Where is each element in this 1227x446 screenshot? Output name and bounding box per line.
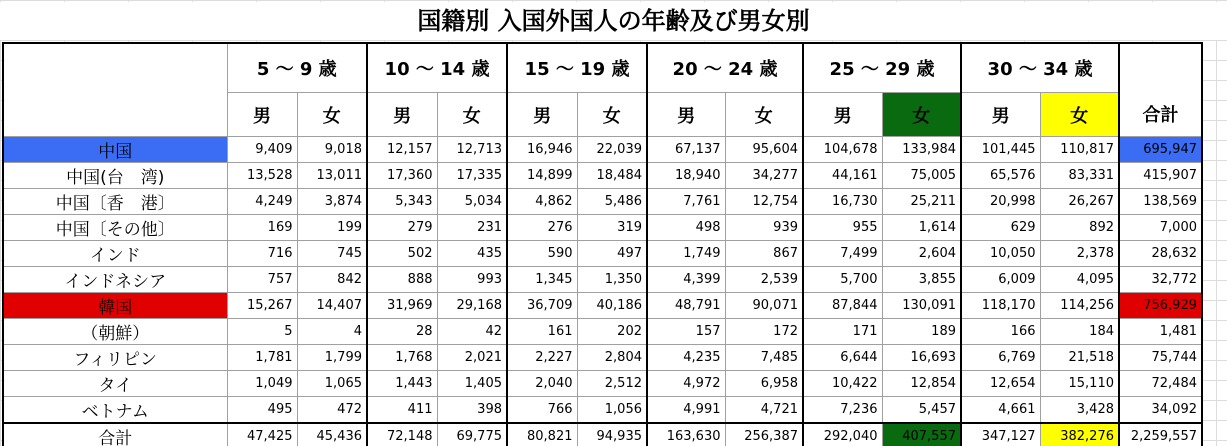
value-cell[interactable]: 5,700 (803, 267, 882, 293)
value-cell[interactable]: 472 (297, 397, 367, 424)
value-cell[interactable]: 435 (437, 241, 507, 267)
value-cell[interactable]: 1,049 (227, 371, 297, 397)
age-group-header[interactable]: 30 ～ 34 歳 (961, 43, 1119, 93)
value-cell[interactable]: 2,804 (577, 345, 647, 371)
value-cell[interactable]: 498 (647, 215, 725, 241)
row-label[interactable]: 中国(台 湾) (3, 163, 227, 189)
value-cell[interactable]: 18,940 (647, 163, 725, 189)
row-label[interactable]: （朝鮮） (3, 319, 227, 345)
table-row (3, 267, 1202, 293)
value-cell[interactable]: 83,331 (1040, 163, 1119, 189)
value-cell[interactable]: 14,899 (507, 163, 577, 189)
table-row (3, 397, 1202, 424)
value-cell[interactable]: 133,984 (882, 137, 961, 163)
value-cell[interactable]: 9,018 (297, 137, 367, 163)
row-label[interactable]: 韓国 (3, 293, 227, 319)
value-cell[interactable]: 75,005 (882, 163, 961, 189)
value-cell[interactable]: 114,256 (1040, 293, 1119, 319)
row-label[interactable]: インド (3, 241, 227, 267)
value-cell[interactable]: 14,407 (297, 293, 367, 319)
table-row (3, 371, 1202, 397)
value-cell[interactable]: 745 (297, 241, 367, 267)
sex-header-female[interactable]: 女 (437, 93, 507, 137)
value-cell[interactable]: 892 (1040, 215, 1119, 241)
value-cell[interactable]: 40,186 (577, 293, 647, 319)
age-group-header[interactable]: 5 ～ 9 歳 (227, 43, 367, 93)
value-cell[interactable]: 2,040 (507, 371, 577, 397)
label-header-cell (3, 93, 227, 137)
value-cell[interactable]: 3,855 (882, 267, 961, 293)
value-cell[interactable]: 5,457 (882, 397, 961, 424)
table-row (3, 241, 1202, 267)
value-cell[interactable]: 1,749 (647, 241, 725, 267)
table-title: 国籍別 入国外国人の年齢及び男女別 (0, 2, 1227, 40)
sex-header-male[interactable]: 男 (961, 93, 1040, 137)
age-group-header[interactable]: 10 ～ 14 歳 (367, 43, 507, 93)
grand-total-cell[interactable]: 347,127 (961, 423, 1040, 446)
grand-total-label[interactable]: 合計 (3, 423, 227, 446)
value-cell[interactable]: 21,518 (1040, 345, 1119, 371)
value-cell[interactable]: 10,422 (803, 371, 882, 397)
value-cell[interactable]: 1,345 (507, 267, 577, 293)
value-cell[interactable]: 17,335 (437, 163, 507, 189)
value-cell[interactable]: 36,709 (507, 293, 577, 319)
age-group-header[interactable]: 20 ～ 24 歳 (647, 43, 803, 93)
value-cell[interactable]: 130,091 (882, 293, 961, 319)
table-row (3, 293, 1202, 319)
value-cell[interactable]: 4,399 (647, 267, 725, 293)
age-group-header[interactable]: 25 ～ 29 歳 (803, 43, 961, 93)
value-cell[interactable]: 48,791 (647, 293, 725, 319)
value-cell[interactable]: 44,161 (803, 163, 882, 189)
value-cell[interactable]: 29,168 (437, 293, 507, 319)
row-total-cell[interactable]: 32,772 (1119, 267, 1202, 293)
value-cell[interactable]: 157 (647, 319, 725, 345)
grand-total-cell[interactable]: 292,040 (803, 423, 882, 446)
table-row (3, 137, 1202, 163)
value-cell[interactable]: 4,972 (647, 371, 725, 397)
sex-header-male[interactable]: 男 (803, 93, 882, 137)
value-cell[interactable]: 161 (507, 319, 577, 345)
value-cell[interactable]: 12,157 (367, 137, 437, 163)
value-cell[interactable]: 7,236 (803, 397, 882, 424)
row-total-cell[interactable]: 34,092 (1119, 397, 1202, 424)
value-cell[interactable]: 169 (227, 215, 297, 241)
value-cell[interactable]: 398 (437, 397, 507, 424)
value-cell[interactable]: 4,661 (961, 397, 1040, 424)
sex-header-male[interactable]: 男 (227, 93, 297, 137)
value-cell[interactable]: 7,499 (803, 241, 882, 267)
row-total-cell[interactable]: 7,000 (1119, 215, 1202, 241)
value-cell[interactable]: 1,350 (577, 267, 647, 293)
value-cell[interactable]: 1,799 (297, 345, 367, 371)
value-cell[interactable]: 5,486 (577, 189, 647, 215)
value-cell[interactable]: 2,512 (577, 371, 647, 397)
value-cell[interactable]: 7,485 (725, 345, 803, 371)
value-cell[interactable]: 319 (577, 215, 647, 241)
value-cell[interactable]: 993 (437, 267, 507, 293)
value-cell[interactable]: 189 (882, 319, 961, 345)
grand-total-cell[interactable]: 80,821 (507, 423, 577, 446)
value-cell[interactable]: 279 (367, 215, 437, 241)
value-cell[interactable]: 15,267 (227, 293, 297, 319)
value-cell[interactable]: 18,484 (577, 163, 647, 189)
row-label[interactable]: 中国〔香 港〕 (3, 189, 227, 215)
grand-total-cell[interactable]: 163,630 (647, 423, 725, 446)
value-cell[interactable]: 110,817 (1040, 137, 1119, 163)
value-cell[interactable]: 13,011 (297, 163, 367, 189)
value-cell[interactable]: 12,654 (961, 371, 1040, 397)
value-cell[interactable]: 1,405 (437, 371, 507, 397)
value-cell[interactable]: 5 (227, 319, 297, 345)
row-label[interactable]: フィリピン (3, 345, 227, 371)
value-cell[interactable]: 25,211 (882, 189, 961, 215)
value-cell[interactable]: 4,862 (507, 189, 577, 215)
value-cell[interactable]: 171 (803, 319, 882, 345)
grand-total-cell[interactable]: 47,425 (227, 423, 297, 446)
age-group-header[interactable]: 15 ～ 19 歳 (507, 43, 647, 93)
sex-header-male[interactable]: 男 (507, 93, 577, 137)
table-row (3, 189, 1202, 215)
grand-total-cell[interactable]: 94,935 (577, 423, 647, 446)
value-cell[interactable]: 2,604 (882, 241, 961, 267)
value-cell[interactable]: 6,958 (725, 371, 803, 397)
value-cell[interactable]: 202 (577, 319, 647, 345)
value-cell[interactable]: 22,039 (577, 137, 647, 163)
value-cell[interactable]: 1,056 (577, 397, 647, 424)
age-group-header-row (3, 43, 1202, 93)
corner-cell (3, 43, 227, 93)
value-cell[interactable]: 4,235 (647, 345, 725, 371)
value-cell[interactable]: 6,009 (961, 267, 1040, 293)
value-cell[interactable]: 15,110 (1040, 371, 1119, 397)
value-cell[interactable]: 42 (437, 319, 507, 345)
data-body (3, 137, 1202, 446)
value-cell[interactable]: 16,693 (882, 345, 961, 371)
table-row (3, 345, 1202, 371)
value-cell[interactable]: 87,844 (803, 293, 882, 319)
value-cell[interactable]: 4,249 (227, 189, 297, 215)
value-cell[interactable]: 90,071 (725, 293, 803, 319)
value-cell[interactable]: 65,576 (961, 163, 1040, 189)
value-cell[interactable]: 716 (227, 241, 297, 267)
value-cell[interactable]: 28 (367, 319, 437, 345)
row-total-cell[interactable]: 415,907 (1119, 163, 1202, 189)
value-cell[interactable]: 26,267 (1040, 189, 1119, 215)
value-cell[interactable]: 16,946 (507, 137, 577, 163)
row-total-cell[interactable]: 695,947 (1119, 137, 1202, 163)
row-total-cell[interactable]: 75,744 (1119, 345, 1202, 371)
sex-header-female-highlighted[interactable]: 女 (882, 93, 961, 137)
value-cell[interactable]: 2,021 (437, 345, 507, 371)
value-cell[interactable]: 101,445 (961, 137, 1040, 163)
row-total-cell[interactable]: 72,484 (1119, 371, 1202, 397)
value-cell[interactable]: 10,050 (961, 241, 1040, 267)
value-cell[interactable]: 166 (961, 319, 1040, 345)
row-label[interactable]: ベトナム (3, 397, 227, 424)
table-row (3, 215, 1202, 241)
value-cell[interactable]: 199 (297, 215, 367, 241)
value-cell[interactable]: 1,065 (297, 371, 367, 397)
row-label[interactable]: インドネシア (3, 267, 227, 293)
grand-total-cell[interactable]: 256,387 (725, 423, 803, 446)
value-cell[interactable]: 104,678 (803, 137, 882, 163)
value-cell[interactable]: 867 (725, 241, 803, 267)
sex-header-male[interactable]: 男 (367, 93, 437, 137)
value-cell[interactable]: 5,034 (437, 189, 507, 215)
row-total-cell[interactable]: 138,569 (1119, 189, 1202, 215)
table-row (3, 319, 1202, 345)
grand-total-cell[interactable]: 407,557 (882, 423, 961, 446)
value-cell[interactable]: 495 (227, 397, 297, 424)
value-cell[interactable]: 888 (367, 267, 437, 293)
value-cell[interactable]: 1,443 (367, 371, 437, 397)
value-cell[interactable]: 590 (507, 241, 577, 267)
row-total-cell[interactable]: 28,632 (1119, 241, 1202, 267)
value-cell[interactable]: 1,614 (882, 215, 961, 241)
value-cell[interactable]: 842 (297, 267, 367, 293)
value-cell[interactable]: 1,781 (227, 345, 297, 371)
value-cell[interactable]: 9,409 (227, 137, 297, 163)
value-cell[interactable]: 502 (367, 241, 437, 267)
value-cell[interactable]: 7,761 (647, 189, 725, 215)
value-cell[interactable]: 955 (803, 215, 882, 241)
value-cell[interactable]: 31,969 (367, 293, 437, 319)
value-cell[interactable]: 2,378 (1040, 241, 1119, 267)
row-total-cell[interactable]: 756,929 (1119, 293, 1202, 319)
total-header[interactable]: 合計 (1119, 93, 1202, 137)
value-cell[interactable]: 3,874 (297, 189, 367, 215)
sex-header-male[interactable]: 男 (647, 93, 725, 137)
value-cell[interactable]: 13,528 (227, 163, 297, 189)
value-cell[interactable]: 4,095 (1040, 267, 1119, 293)
value-cell[interactable]: 5,343 (367, 189, 437, 215)
value-cell[interactable]: 34,277 (725, 163, 803, 189)
value-cell[interactable]: 118,170 (961, 293, 1040, 319)
value-cell[interactable]: 411 (367, 397, 437, 424)
sex-header-female-highlighted[interactable]: 女 (1040, 93, 1119, 137)
value-cell[interactable]: 3,428 (1040, 397, 1119, 424)
value-cell[interactable]: 6,769 (961, 345, 1040, 371)
row-label[interactable]: 中国 (3, 137, 227, 163)
value-cell[interactable]: 172 (725, 319, 803, 345)
value-cell[interactable]: 67,137 (647, 137, 725, 163)
grand-total-row (3, 423, 1202, 446)
value-cell[interactable]: 2,227 (507, 345, 577, 371)
grand-total-cell[interactable]: 382,276 (1040, 423, 1119, 446)
value-cell[interactable]: 757 (227, 267, 297, 293)
sex-header-female[interactable]: 女 (297, 93, 367, 137)
row-label[interactable]: 中国〔その他〕 (3, 215, 227, 241)
sex-header-female[interactable]: 女 (725, 93, 803, 137)
value-cell[interactable]: 16,730 (803, 189, 882, 215)
grand-total-cell[interactable]: 72,148 (367, 423, 437, 446)
value-cell[interactable]: 184 (1040, 319, 1119, 345)
grand-total-sum[interactable]: 2,259,557 (1119, 423, 1202, 446)
value-cell[interactable]: 2,539 (725, 267, 803, 293)
row-label[interactable]: タイ (3, 371, 227, 397)
grand-total-cell[interactable]: 45,436 (297, 423, 367, 446)
value-cell[interactable]: 939 (725, 215, 803, 241)
value-cell[interactable]: 95,604 (725, 137, 803, 163)
value-cell[interactable]: 20,998 (961, 189, 1040, 215)
data-table (2, 42, 1203, 446)
table-row (3, 163, 1202, 189)
value-cell[interactable]: 766 (507, 397, 577, 424)
row-total-cell[interactable]: 1,481 (1119, 319, 1202, 345)
sex-header-row (3, 93, 1202, 137)
value-cell[interactable]: 12,854 (882, 371, 961, 397)
value-cell[interactable]: 1,768 (367, 345, 437, 371)
value-cell[interactable]: 4,721 (725, 397, 803, 424)
value-cell[interactable]: 276 (507, 215, 577, 241)
value-cell[interactable]: 4,991 (647, 397, 725, 424)
grand-total-cell[interactable]: 69,775 (437, 423, 507, 446)
value-cell[interactable]: 4 (297, 319, 367, 345)
sex-header-female[interactable]: 女 (577, 93, 647, 137)
value-cell[interactable]: 17,360 (367, 163, 437, 189)
value-cell[interactable]: 497 (577, 241, 647, 267)
value-cell[interactable]: 629 (961, 215, 1040, 241)
total-header-top (1119, 43, 1202, 93)
value-cell[interactable]: 231 (437, 215, 507, 241)
value-cell[interactable]: 6,644 (803, 345, 882, 371)
value-cell[interactable]: 12,713 (437, 137, 507, 163)
value-cell[interactable]: 12,754 (725, 189, 803, 215)
